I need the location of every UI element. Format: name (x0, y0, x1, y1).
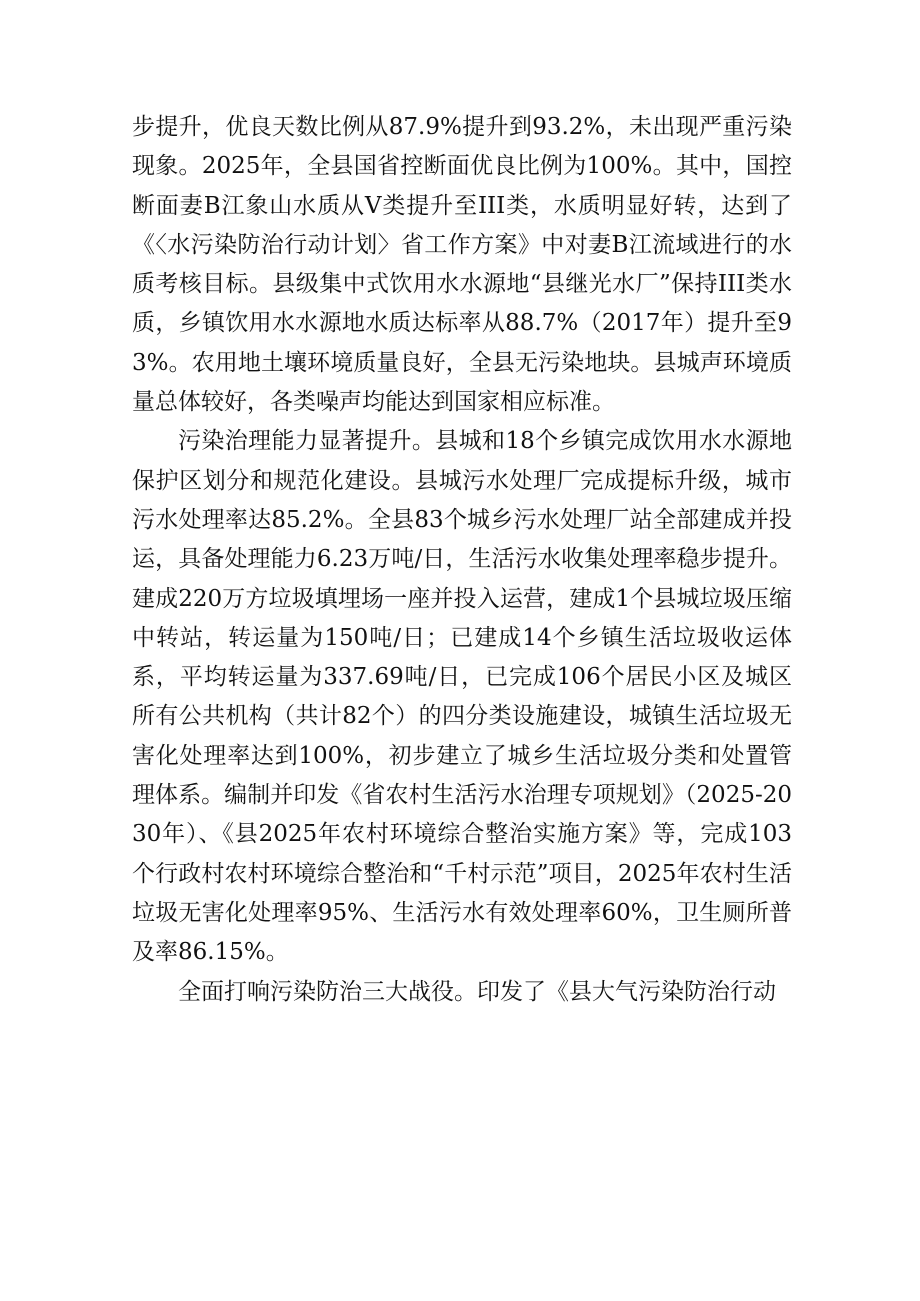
paragraph-pollution-governance: 污染治理能力显著提升。县城和18个乡镇完成饮用水水源地保护区划分和规范化建设。县城污水处理厂完成提标升级，城市污水处理率达85.2%。全县83个城乡污水处理厂站全部建成并投运，具备处理能力6.23万吨/日，生活污水收集处理率稳步提升。建成220万方垃圾填埋场一座并投入运营，建成1个县城垃圾压缩中转站，转运量为150吨/日；已建成14个乡镇生活垃圾收运体系，平均转运量为337.69吨/日，已完成106个居民小区及城区所有公共机构（共计82个）的四分类设施建设，城镇生活垃圾无害化处理率达到100%，初步建立了城乡生活垃圾分类和处置管理体系。编制并印发《省农村生活污水治理专项规划》（2025-2030年）、《县2025年农村环境综合整治实施方案》等，完成103个行政村农村环境综合整治和“千村示范”项目，2025年农村生活垃圾无害化处理率95%、生活污水有效处理率60%，卫生厕所普及率86.15%。 (132, 428, 792, 966)
paragraph-environment-quality: 步提升，优良天数比例从87.9%提升到93.2%，未出现严重污染现象。2025年，全县国省控断面优良比例为100%。其中，国控断面妻B江象山水质从V类提升至III类，水质明显好转，达到了《〈水污染防治行动计划〉省工作方案》中对妻B江流域进行的水质考核目标。县级集中式饮用水水源地“县继光水厂”保持III类水质，乡镇饮用水水源地水质达标率从88.7%（2017年）提升至93%。农用地土壤环境质量良好，全县无污染地块。县城声环境质量总体较好，各类噪声均能达到国家相应标准。 (132, 114, 792, 416)
paragraph-three-battles: 全面打响污染防治三大战役。印发了《县大气污染防治行动 (178, 978, 776, 1005)
document-body (132, 108, 792, 1012)
